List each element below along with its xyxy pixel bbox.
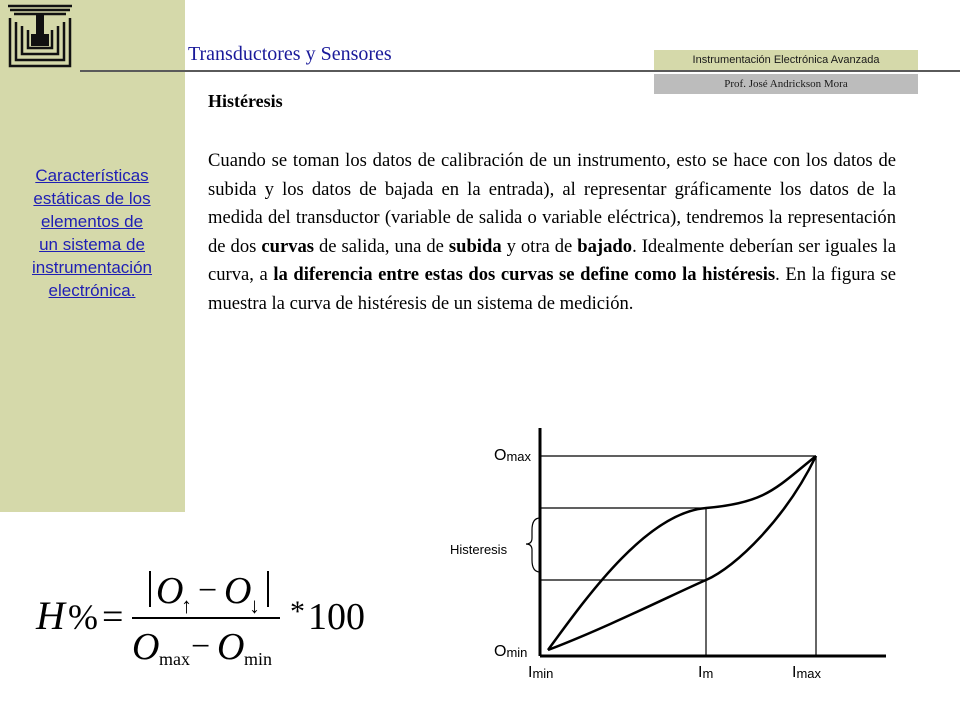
hysteresis-formula	[28, 555, 388, 675]
formula-den-minus: −	[191, 628, 211, 665]
header-divider	[80, 70, 960, 72]
sidebar-topic-link[interactable]	[8, 164, 176, 302]
imin-label: Imin	[528, 664, 554, 681]
descending-curve	[548, 456, 816, 650]
paragraph-text: . Idealmente deberían ser iguales la curva, a	[208, 235, 896, 285]
formula-percent: %	[68, 597, 98, 637]
sidebar-link-line: estáticas de los	[33, 189, 151, 208]
formula-den-max: max	[159, 649, 190, 669]
course-badge: Instrumentación Electrónica Avanzada	[654, 50, 918, 70]
hysteresis-figure	[436, 388, 889, 690]
sidebar-link-line: un sistema de	[39, 235, 145, 254]
sidebar-link-line: electrónica.	[48, 281, 136, 300]
paragraph-text: y otra de	[501, 235, 578, 257]
formula-hundred: 100	[308, 596, 365, 638]
ascending-curve	[548, 456, 816, 650]
sidebar-link-line: elementos de	[40, 212, 144, 231]
sidebar-link-line: instrumentación	[31, 258, 152, 277]
formula-num-o1: O	[156, 570, 184, 612]
paragraph-text: Cuando se toman los datos de calibración de un instrumento, esto se hace con los datos de subida y los datos de bajada en la entrada), al representar gráficamente los datos de la medida del transductor (variable de salida o variable eléctrica), tendremos la representación de dos	[208, 150, 896, 257]
emphasis-text: subida	[448, 235, 502, 257]
hysteresis-label: Histeresis	[450, 542, 508, 557]
imax-label: Imax	[792, 664, 822, 681]
formula-lhs-var: H	[36, 593, 65, 638]
paragraph-text: de salida, una de	[314, 235, 449, 257]
emphasis-text: la diferencia entre estas dos curvas se define como la histéresis	[273, 264, 776, 285]
paragraph-text: . En la figura se muestra la curva de histéresis de un sistema de medición.	[208, 264, 896, 314]
omin-label: Omin	[494, 643, 528, 660]
formula-num-o2: O	[224, 570, 252, 612]
logo-icon	[0, 0, 80, 72]
formula-den-min: min	[244, 649, 273, 669]
formula-up-arrow: ↑	[181, 593, 192, 618]
emphasis-text: bajado	[577, 235, 633, 257]
hysteresis-diagram	[436, 388, 889, 690]
im-label: Im	[698, 664, 714, 681]
formula-den-o1: O	[132, 626, 160, 668]
formula-num-minus: −	[198, 572, 218, 609]
hysteresis-paragraph	[208, 147, 896, 318]
presentation-title: Transductores y Sensores	[188, 43, 392, 65]
formula-equals: =	[102, 596, 124, 638]
section-heading: Histéresis	[208, 91, 283, 111]
formula-down-arrow: ↓	[249, 593, 260, 618]
hysteresis-brace	[526, 518, 540, 572]
professor-badge: Prof. José Andrickson Mora	[654, 74, 918, 94]
sidebar-link-line: Características	[35, 166, 149, 185]
formula-den-o2: O	[217, 626, 245, 668]
formula-times: *	[290, 595, 305, 628]
university-logo	[0, 0, 80, 72]
emphasis-text: curvas	[261, 235, 315, 257]
omax-label: Omax	[494, 447, 532, 464]
formula-graphic	[28, 555, 388, 675]
